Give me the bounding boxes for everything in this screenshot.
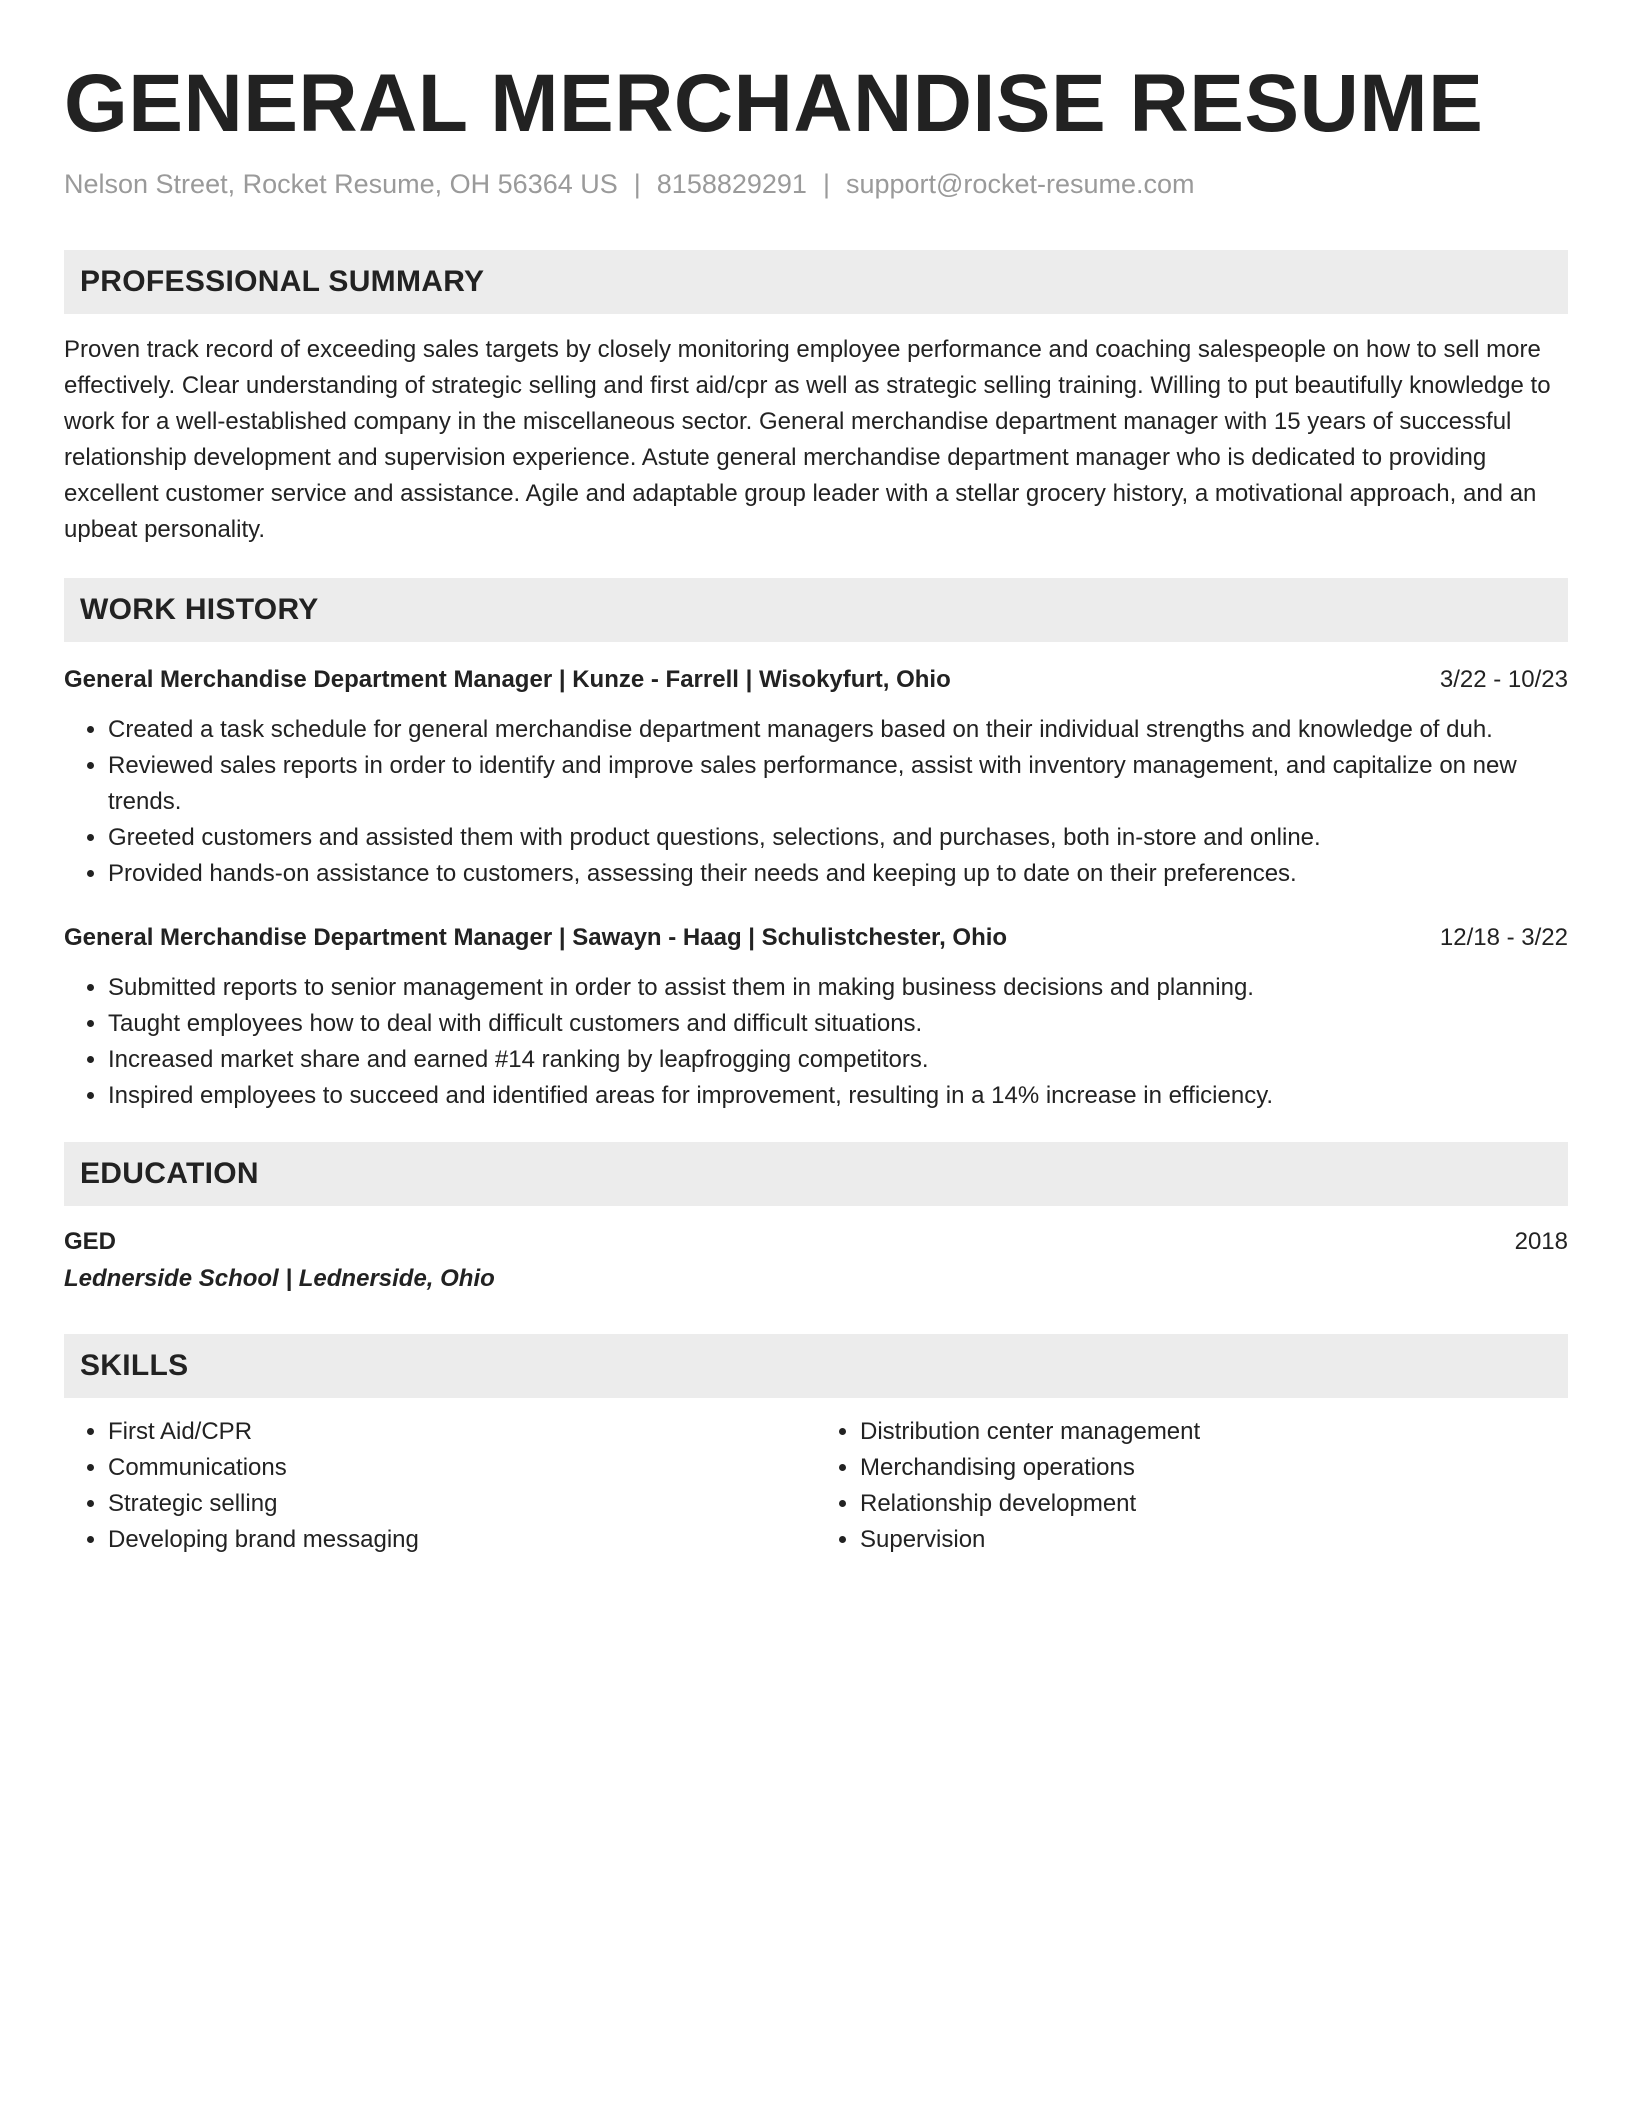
- job-bullets: [64, 712, 1568, 892]
- summary-text: Proven track record of exceeding sales targets by closely monitoring employee performance and coaching salespeople on how to sell more effectively. Clear understanding of strategic selling and first aid/cpr as well as strategic selling training. Willing to put beautifully knowledge to work for a well-established company in the miscellaneous sector. General merchandise department manager with 15 years of successful relationship development and supervision experience. Astute general merchandise department manager who is dedicated to providing excellent customer service and assistance. Agile and adaptable group leader with a stellar grocery history, a motivational approach, and an upbeat personality.: [64, 336, 1551, 543]
- education-degree: GED: [64, 1228, 117, 1255]
- skill-item: • Strategic selling: [108, 1486, 816, 1522]
- job-bullet: • Reviewed sales reports in order to identify and improve sales performance, assist with inventory management, and capitalize on new trends.: [108, 748, 1568, 820]
- education-year: 2018: [1514, 1228, 1568, 1255]
- education-header: [64, 1224, 1568, 1260]
- education-entry: [64, 1224, 1568, 1298]
- job-entry: [64, 920, 1568, 1114]
- skill-item: • Distribution center management: [860, 1414, 1568, 1450]
- job-bullet: • Inspired employees to succeed and identified areas for improvement, resulting in a 14% increase in efficiency.: [108, 1078, 1568, 1114]
- job-entry: [64, 662, 1568, 892]
- skills-column-right: [816, 1414, 1568, 1558]
- job-bullet: • Greeted customers and assisted them with product questions, selections, and purchases, both in-store and online.: [108, 820, 1568, 856]
- skill-item: • First Aid/CPR: [108, 1414, 816, 1450]
- job-header: [64, 920, 1568, 956]
- section-header-work-history: WORK HISTORY: [64, 578, 1568, 642]
- job-bullet: • Created a task schedule for general merchandise department managers based on their individual strengths and knowledge of duh.: [108, 712, 1568, 748]
- job-header: [64, 662, 1568, 698]
- job-bullet: • Increased market share and earned #14 ranking by leapfrogging competitors.: [108, 1042, 1568, 1078]
- skill-item: • Developing brand messaging: [108, 1522, 816, 1558]
- section-header-education: EDUCATION: [64, 1142, 1568, 1206]
- resume-title: GENERAL MERCHANDISE RESUME: [64, 58, 1484, 149]
- education-school: Lednerside School | Lednerside, Ohio: [64, 1265, 495, 1292]
- job-title: General Merchandise Department Manager | Sawayn - Haag | Schulistchester, Ohio: [64, 924, 1008, 951]
- contact-separator: |: [633, 169, 641, 199]
- skill-item: • Communications: [108, 1450, 816, 1486]
- job-bullet: • Taught employees how to deal with difficult customers and difficult situations.: [108, 1006, 1568, 1042]
- skills-grid: [64, 1414, 1568, 1558]
- contact-line: [64, 166, 1568, 202]
- job-dates: 3/22 - 10/23: [1439, 666, 1568, 693]
- skill-item: • Merchandising operations: [860, 1450, 1568, 1486]
- job-bullets: [64, 970, 1568, 1114]
- contact-separator: |: [822, 169, 830, 199]
- job-bullet: • Provided hands-on assistance to customers, assessing their needs and keeping up to date on their preferences.: [108, 856, 1568, 892]
- section-header-summary: PROFESSIONAL SUMMARY: [64, 250, 1568, 314]
- contact-address: Nelson Street, Rocket Resume, OH 56364 US: [64, 169, 618, 199]
- job-bullet: • Submitted reports to senior management in order to assist them in making business decisions and planning.: [108, 970, 1568, 1006]
- job-dates: 12/18 - 3/22: [1439, 924, 1568, 951]
- contact-phone: 8158829291: [656, 169, 807, 199]
- skill-item: • Relationship development: [860, 1486, 1568, 1522]
- job-title: General Merchandise Department Manager | Kunze - Farrell | Wisokyfurt, Ohio: [64, 666, 951, 693]
- contact-email: support@rocket-resume.com: [845, 169, 1195, 199]
- skills-column-left: [64, 1414, 816, 1558]
- section-header-skills: SKILLS: [64, 1334, 1568, 1398]
- skill-item: • Supervision: [860, 1522, 1568, 1558]
